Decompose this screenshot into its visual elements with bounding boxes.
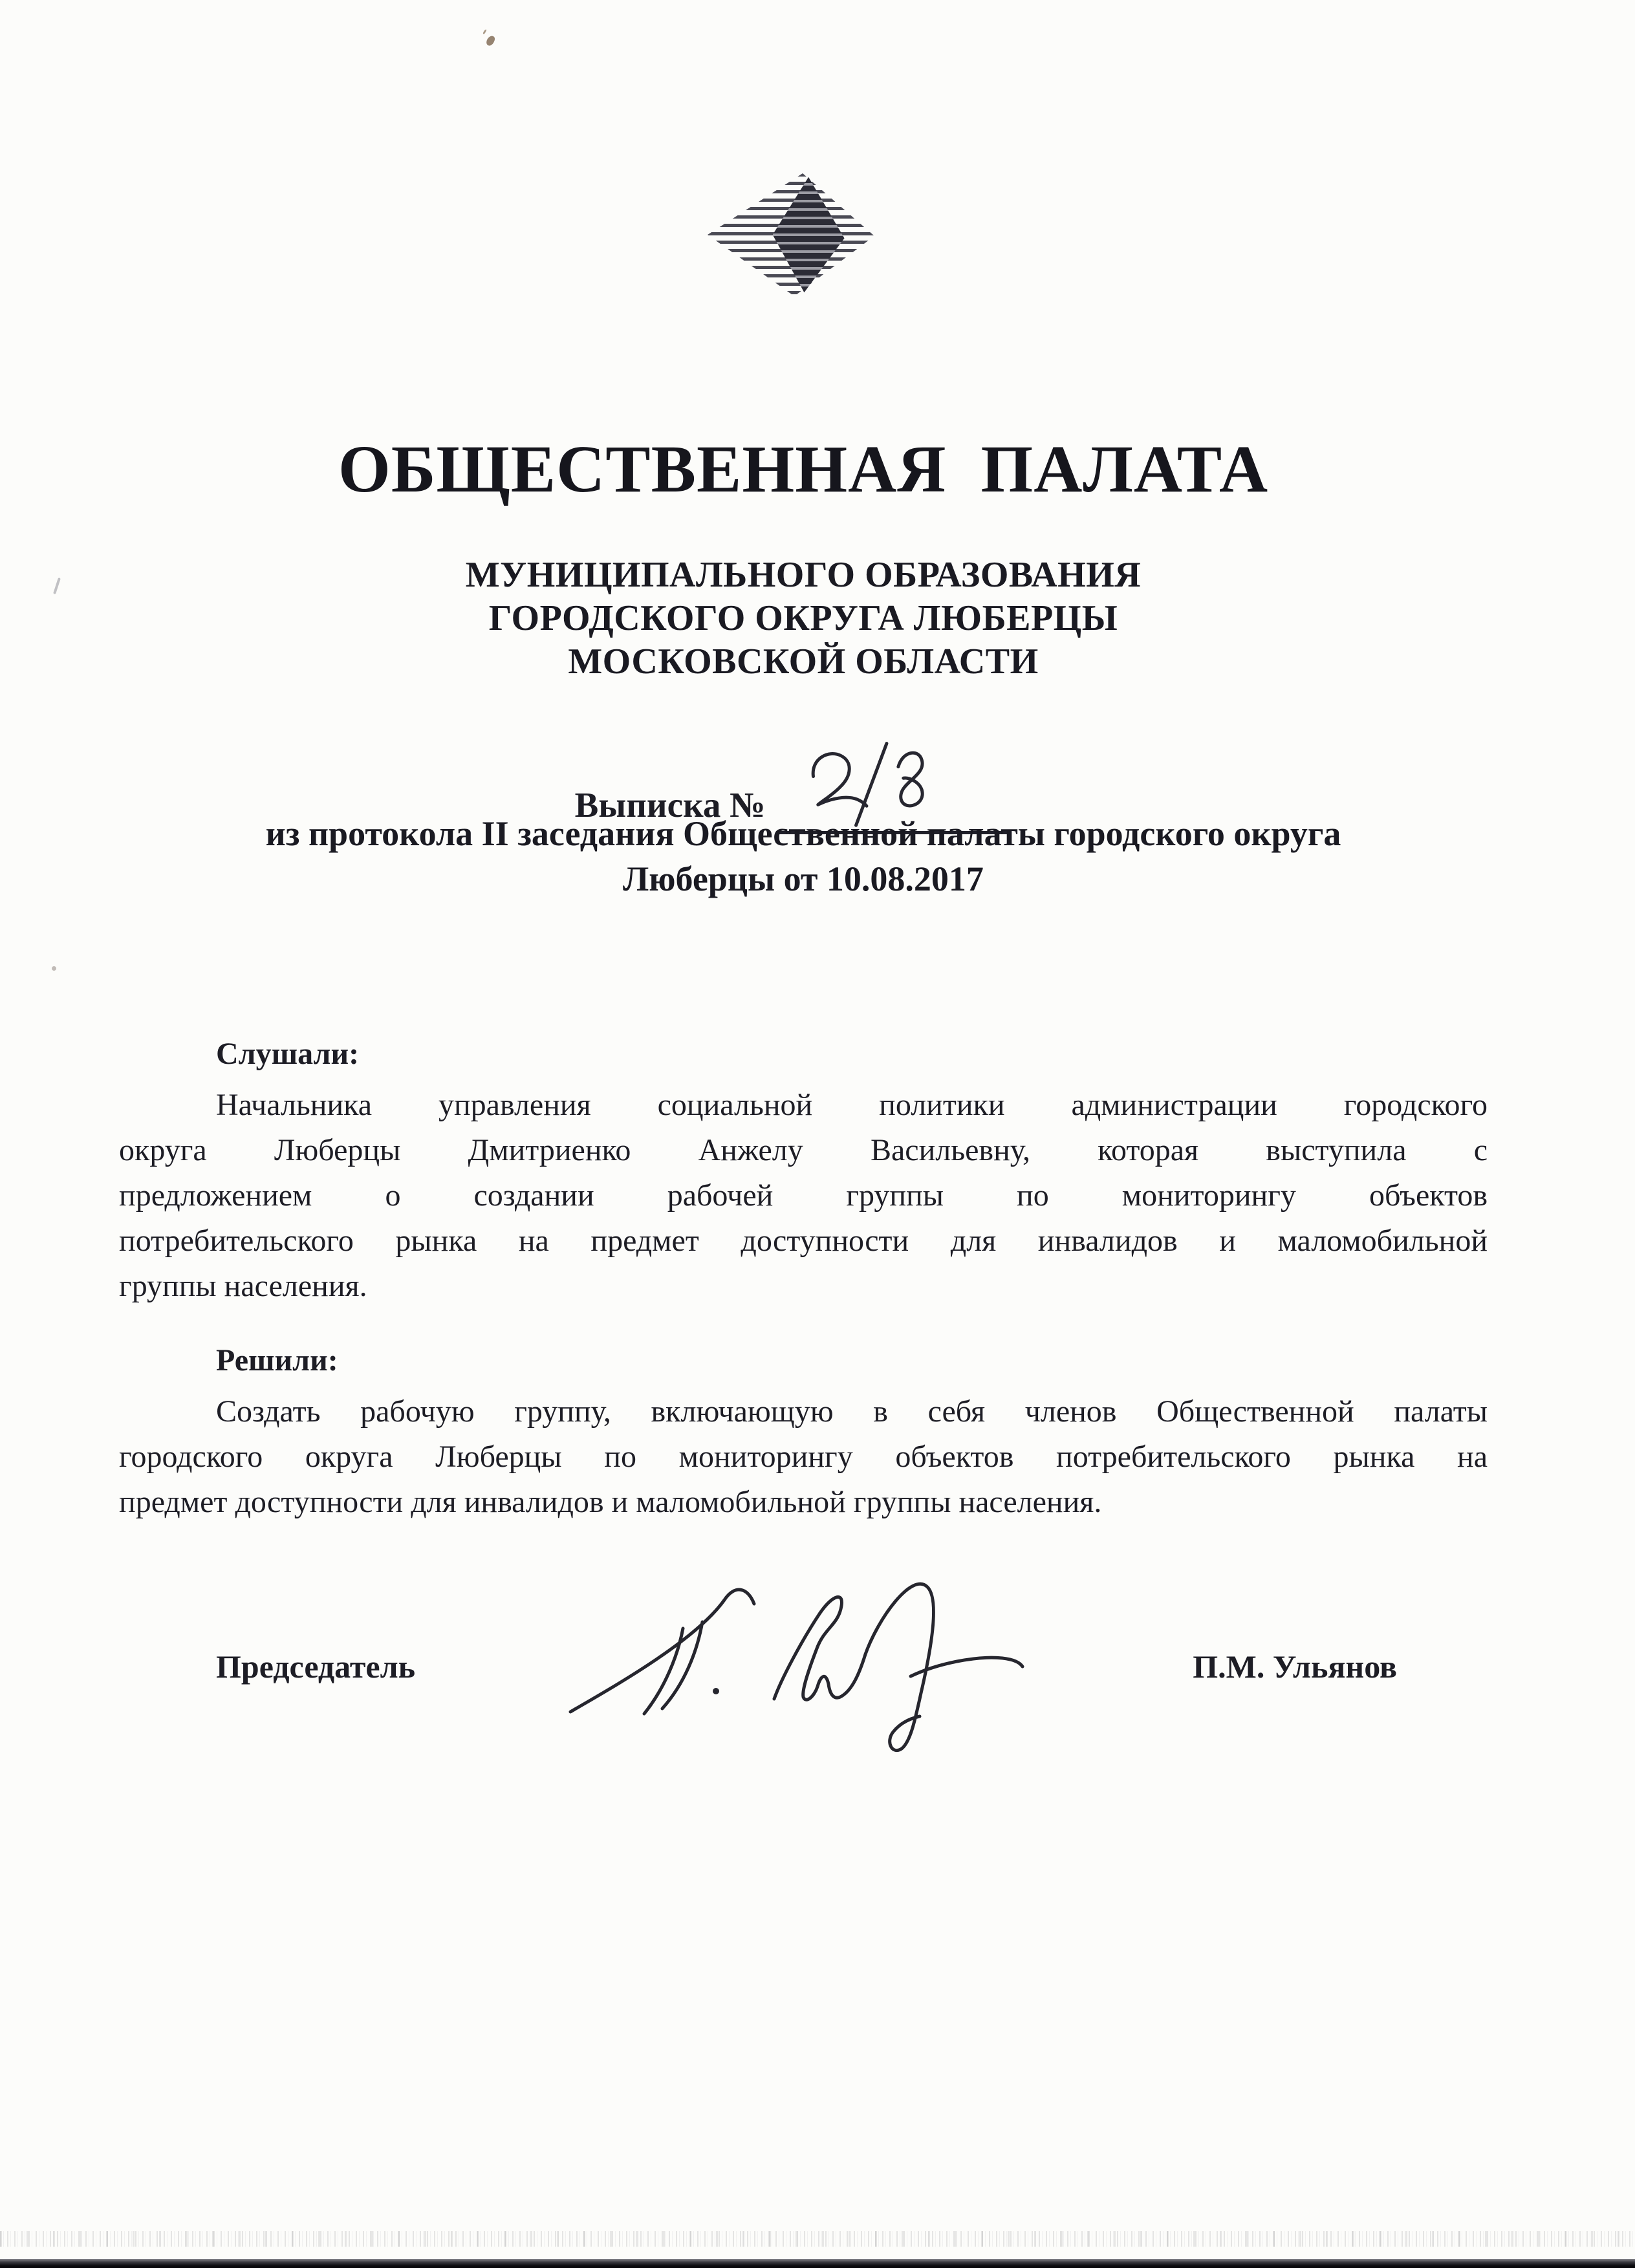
chairman-label: Председатель	[216, 1648, 416, 1685]
chairman-signature	[548, 1564, 1034, 1784]
protocol-date-line: Люберцы от 10.08.2017	[623, 859, 984, 898]
scan-speck	[52, 966, 56, 971]
scan-speck	[485, 34, 496, 47]
heard-line-3: предложением о создании рабочей группы по мониторингу объектов	[119, 1178, 1488, 1213]
resolved-paragraph	[119, 1389, 1488, 1525]
document-title: ОБЩЕСТВЕННАЯ ПАЛАТА	[338, 432, 1269, 506]
org-name-line-1: МУНИЦИПАЛЬНОГО ОБРАЗОВАНИЯ	[465, 555, 1142, 595]
org-name-line-2: ГОРОДСКОГО ОКРУГА ЛЮБЕРЦЫ	[488, 598, 1118, 638]
chairman-name: П.М. Ульянов	[1193, 1648, 1397, 1685]
heard-line-5: группы населения.	[119, 1269, 367, 1303]
resolved-heading: Решили:	[216, 1343, 338, 1377]
heard-line-2: округа Люберцы Дмитриенко Анжелу Васильевну, которая выступила с	[119, 1133, 1488, 1167]
extract-number-label: Выписка №	[574, 785, 766, 825]
scanner-bottom-edge	[0, 2259, 1635, 2268]
scan-speck	[53, 578, 61, 594]
protocol-line: из протокола II заседания Общественной палаты городского округа	[265, 814, 1341, 853]
resolved-line-3: предмет доступности для инвалидов и маломобильной группы населения.	[119, 1485, 1102, 1519]
org-name-line-3: МОСКОВСКОЙ ОБЛАСТИ	[568, 642, 1039, 682]
heard-heading: Слушали:	[216, 1037, 360, 1071]
resolved-line-1: Создать рабочую группу, включающую в себя членов Общественной палаты	[216, 1394, 1488, 1429]
resolved-line-2: городского округа Люберцы по мониторингу объектов потребительского рынка на	[119, 1440, 1488, 1474]
heard-paragraph	[119, 1083, 1488, 1309]
heard-line-4: потребительского рынка на предмет доступности для инвалидов и маломобильной	[119, 1224, 1488, 1258]
scanner-noise-strip	[0, 2231, 1635, 2247]
heard-line-1: Начальника управления социальной политики администрации городского	[216, 1088, 1488, 1122]
organization-name-block	[119, 554, 1488, 684]
organization-emblem	[708, 173, 874, 296]
